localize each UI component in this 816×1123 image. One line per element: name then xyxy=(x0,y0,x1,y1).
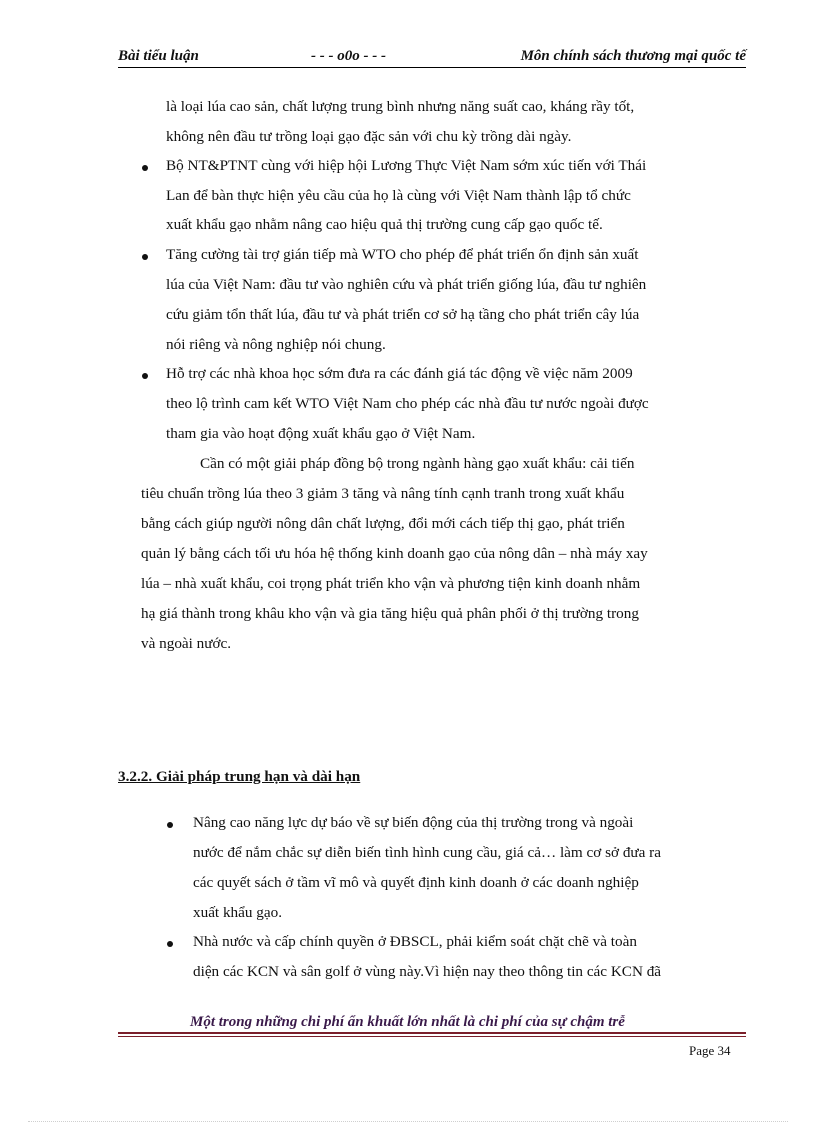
text-line: cứu giảm tổn thất lúa, đầu tư và phát triển cơ sở hạ tầng cho phát triển cây lúa xyxy=(166,306,640,323)
bullet-icon xyxy=(142,373,148,379)
text-line: không nên đầu tư trồng loại gạo đặc sản với chu kỳ trồng dài ngày. xyxy=(166,128,572,145)
text-line: theo lộ trình cam kết WTO Việt Nam cho phép các nhà đầu tư nước ngoài được xyxy=(166,395,649,412)
bullet-icon xyxy=(142,165,148,171)
text-line: tham gia vào hoạt động xuất khẩu gạo ở Việt Nam. xyxy=(166,425,476,442)
text-line: Lan để bàn thực hiện yêu cầu của họ là cùng với Việt Nam thành lập tổ chức xyxy=(166,187,631,204)
bullet-icon xyxy=(142,254,148,260)
text-line: Tăng cường tài trợ gián tiếp mà WTO cho phép để phát triển ổn định sản xuất xyxy=(166,246,639,263)
bullet-icon xyxy=(167,941,173,947)
header-separator: - - - o0o - - - xyxy=(311,48,386,64)
text-line: các quyết sách ở tầm vĩ mô và quyết định kinh doanh ở các doanh nghiệp xyxy=(193,874,639,891)
section-heading: 3.2.2. Giải pháp trung hạn và dài hạn xyxy=(118,768,361,785)
bullet-icon xyxy=(167,822,173,828)
header-right: Môn chính sách thương mại quốc tế xyxy=(520,48,746,64)
page-edge xyxy=(28,1121,788,1122)
text-line: xuất khẩu gạo nhằm nâng cao hiệu quả thị trường cung cấp gạo quốc tế. xyxy=(166,216,603,233)
text-line: hạ giá thành trong khâu kho vận và gia tăng hiệu quả phân phối ở thị trường trong xyxy=(141,605,639,622)
text-line: bằng cách giúp người nông dân chất lượng, đổi mới cách tiếp thị gạo, phát triển xyxy=(141,515,625,532)
text-line: diện các KCN và sân golf ở vùng này.Vì hiện nay theo thông tin các KCN đã xyxy=(193,963,662,980)
header-left: Bài tiểu luận xyxy=(118,48,199,64)
text-line: Cần có một giải pháp đồng bộ trong ngành hàng gạo xuất khẩu: cải tiến xyxy=(200,455,635,472)
footer-rule xyxy=(118,1032,746,1034)
footer-quote: Một trong những chi phí ẩn khuất lớn nhất là chi phí của sự chậm trễ xyxy=(190,1014,625,1030)
text-line: tiêu chuẩn trồng lúa theo 3 giảm 3 tăng và nâng tính cạnh tranh trong xuất khẩu xyxy=(141,485,625,502)
page-header xyxy=(118,45,746,68)
text-line: Hỗ trợ các nhà khoa học sớm đưa ra các đánh giá tác động về việc năm 2009 xyxy=(166,365,633,382)
text-line: là loại lúa cao sản, chất lượng trung bình nhưng năng suất cao, kháng rầy tốt, xyxy=(166,98,635,115)
text-line: và ngoài nước. xyxy=(141,635,232,652)
text-line: Nhà nước và cấp chính quyền ở ĐBSCL, phải kiểm soát chặt chẽ và toàn xyxy=(193,933,637,950)
text-line: nói riêng và nông nghiệp nói chung. xyxy=(166,336,386,353)
text-line: lúa – nhà xuất khẩu, coi trọng phát triển kho vận và phương tiện kinh doanh nhằm xyxy=(141,575,641,592)
footer-rule xyxy=(118,1036,746,1037)
text-line: quản lý bằng cách tối ưu hóa hệ thống kinh doanh gạo của nông dân – nhà máy xay xyxy=(141,545,648,562)
text-line: Nâng cao năng lực dự báo về sự biến động của thị trường trong và ngoài xyxy=(193,814,634,831)
text-line: Bộ NT&PTNT cùng với hiệp hội Lương Thực Việt Nam sớm xúc tiến với Thái xyxy=(166,157,647,174)
text-line: nước để nắm chắc sự diễn biến tình hình cung cầu, giá cả… làm cơ sở đưa ra xyxy=(193,844,661,861)
page-number: Page 34 xyxy=(689,1043,731,1058)
text-line: lúa của Việt Nam: đầu tư vào nghiên cứu và phát triển giống lúa, đầu tư nghiên xyxy=(166,276,647,293)
text-line: xuất khẩu gạo. xyxy=(193,904,282,921)
